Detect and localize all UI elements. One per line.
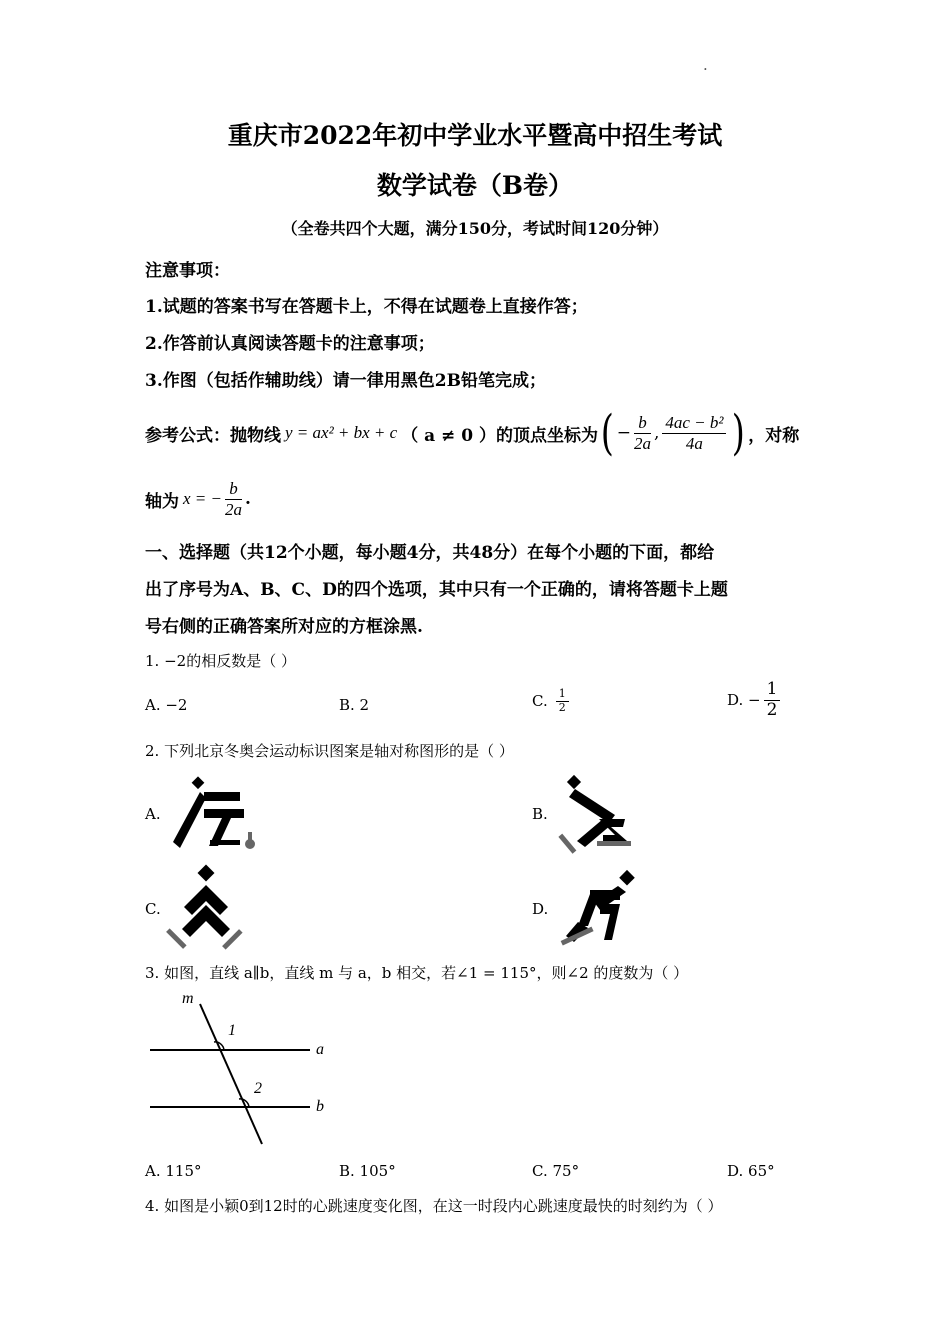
vertex-y-fraction: $\frac{\text{4ac − b²}}{4a}$: [662, 413, 726, 453]
notice-item-2: 2.作答前认真阅读答题卡的注意事项；: [145, 334, 435, 354]
q3-stem: 3. 如图，直线 a∥b，直线 m 与 a，b 相交，若∠1 = 115°，则∠2 的度数为（ ）: [145, 964, 689, 982]
notice-item-1: 1.试题的答案书写在答题卡上，不得在试题卷上直接作答；: [145, 297, 588, 317]
section1-line2: 出了序号为A、B、C、D的四个选项，其中只有一个正确的，请将答题卡上题: [145, 580, 728, 600]
parallel-lines-figure: [140, 990, 340, 1150]
paper-title: 数学试卷（B卷）: [376, 171, 574, 200]
q2-option-b[interactable]: B.: [532, 805, 548, 823]
section1-line1: 一、选择题（共12个小题，每小题4分，共48分）在每个小题的下面，都给: [145, 543, 715, 563]
label-b: b: [316, 1098, 324, 1115]
q1-c-fraction: $\frac{1}{2}$: [556, 688, 569, 714]
parabola-equation: y = ax² + bx + c: [285, 423, 398, 442]
reference-formula: 参考公式：抛物线 y = ax² + bx + c （ a ≠ 0 ）的顶点坐标为 ( − $\frac{b}{2a}$ , $\frac{\text{4ac − b²}}{4a}$ ) ，对称: [145, 405, 800, 461]
formula-suffix: ，对称: [748, 425, 800, 446]
exam-subtitle: （全卷共四个大题，满分150分，考试时间120分钟）: [281, 219, 669, 238]
section1-line3: 号右侧的正确答案所对应的方框涂黑.: [145, 617, 423, 637]
q4-stem: 4. 如图是小颖0到12时的心跳速度变化图，在这一时段内心跳速度最快的时刻约为（ ）: [145, 1197, 723, 1215]
sport-icon-c: [170, 865, 242, 949]
sport-icon-b: [563, 775, 643, 855]
axis-formula: 轴为 x = − $\frac{b}{2a}$ .: [145, 478, 251, 519]
q1-option-d[interactable]: D. − $\frac{1}{2}$: [727, 680, 783, 720]
exam-title: 重庆市2022年初中学业水平暨高中招生考试: [227, 121, 723, 150]
q1-d-fraction: $\frac{1}{2}$: [764, 680, 781, 720]
notice-heading: 注意事项：: [145, 261, 230, 281]
label-a: a: [316, 1041, 324, 1058]
q1-option-a[interactable]: A. −2: [145, 696, 188, 714]
q1-option-b[interactable]: B. 2: [339, 696, 370, 714]
sport-icon-d: [560, 870, 640, 946]
header-dot: ·: [703, 60, 708, 78]
q1-stem: 1. −2的相反数是（ ）: [145, 652, 296, 670]
q2-stem: 2. 下列北京冬奥会运动标识图案是轴对称图形的是（ ）: [145, 742, 514, 760]
q3-option-a[interactable]: A. 115°: [145, 1162, 202, 1180]
label-angle-2: 2: [254, 1080, 262, 1097]
label-m: m: [182, 990, 194, 1007]
notice-item-3: 3.作图（包括作辅助线）请一律用黑色2B铅笔完成；: [145, 371, 546, 391]
axis-fraction: $\frac{b}{2a}$: [225, 478, 242, 519]
formula-prefix: 参考公式：抛物线: [145, 425, 281, 446]
label-angle-1: 1: [228, 1022, 236, 1039]
q2-option-d[interactable]: D.: [532, 900, 549, 918]
q3-option-b[interactable]: B. 105°: [339, 1162, 396, 1180]
vertex-x-fraction: $\frac{b}{2a}$: [633, 412, 651, 453]
q3-option-d[interactable]: D. 65°: [727, 1162, 775, 1180]
q2-option-c[interactable]: C.: [145, 900, 161, 918]
q3-option-c[interactable]: C. 75°: [532, 1162, 580, 1180]
formula-condition: （ a ≠ 0 ）的顶点坐标为: [401, 425, 598, 446]
q2-option-a[interactable]: A.: [145, 805, 161, 823]
sport-icon-a: [170, 778, 260, 852]
q1-option-c[interactable]: C. $\frac{1}{2}$: [532, 688, 572, 714]
